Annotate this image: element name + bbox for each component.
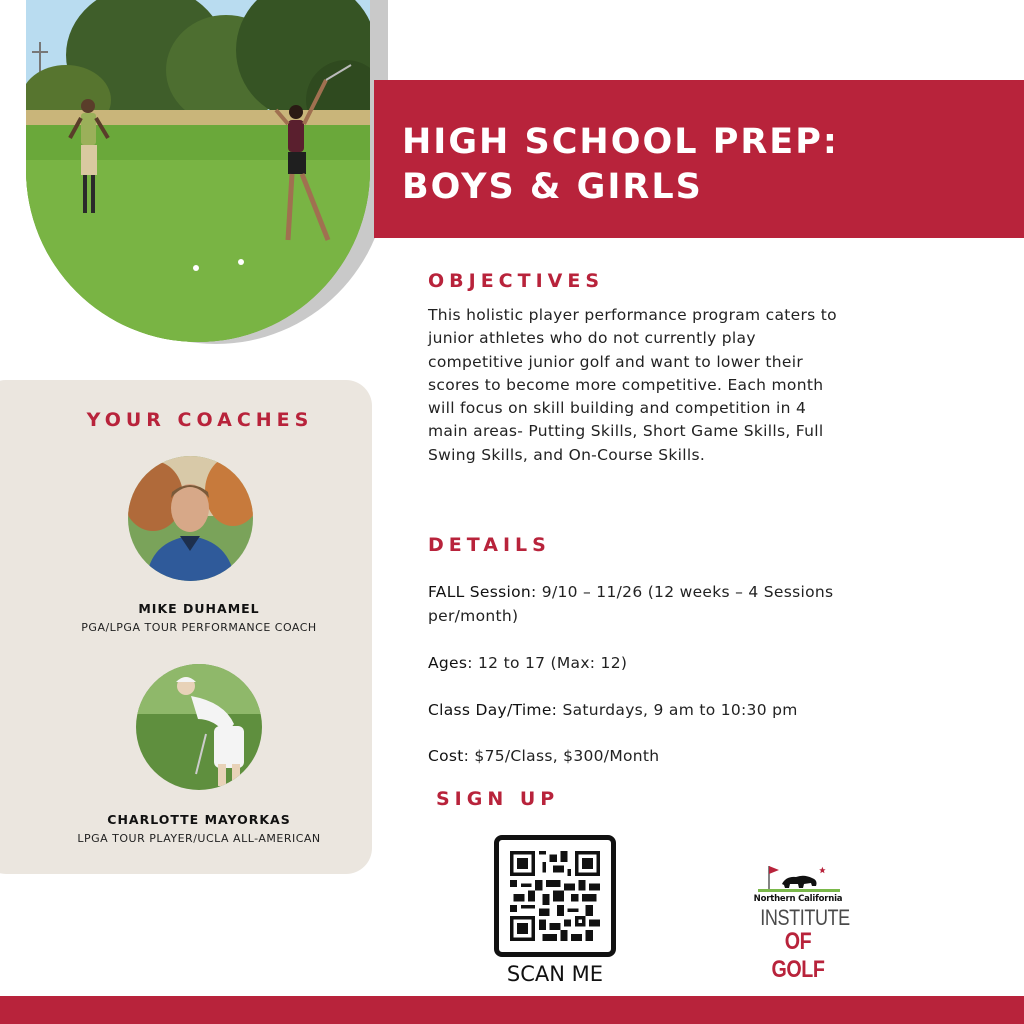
detail-class-time — [428, 698, 868, 722]
cost-label: Cost — [428, 747, 464, 765]
logo-line-2: INSTITUTE — [760, 905, 850, 930]
bear-flag-logo — [752, 862, 844, 894]
footer-bar — [0, 996, 1024, 1024]
page-title — [402, 120, 1002, 210]
objectives-heading: OBJECTIVES — [428, 270, 605, 292]
qr-code-icon — [510, 851, 600, 941]
class-value: Saturdays, 9 am to 10:30 pm — [562, 701, 798, 719]
logo-line-3: OF GOLF — [771, 928, 825, 983]
signup-heading: SIGN UP — [436, 788, 560, 810]
qr-code[interactable] — [494, 835, 616, 957]
coach-role-charlotte: LPGA TOUR PLAYER/UCLA ALL-AMERICAN — [77, 832, 321, 845]
ages-value: : 12 to 17 (Max: 12) — [467, 654, 628, 672]
institute-logo — [752, 862, 850, 983]
logo-line-1: Northern California — [753, 894, 843, 904]
coach-role-mike: PGA/LPGA TOUR PERFORMANCE COACH — [81, 621, 317, 634]
details-heading: DETAILS — [428, 534, 551, 556]
hero-golfers-photo — [26, 0, 370, 342]
coach-photo-mike — [128, 456, 253, 581]
scan-me-label: SCAN ME — [506, 962, 604, 986]
title-line-1: HIGH SCHOOL PREP: — [402, 122, 839, 162]
session-value: 9/10 – 11/26 (12 weeks – 4 Sessions per/month) — [428, 583, 834, 625]
detail-cost — [428, 744, 868, 768]
coaches-heading: YOUR COACHES — [86, 409, 314, 431]
detail-ages — [428, 651, 868, 675]
coach-name-mike: MIKE DUHAMEL — [138, 601, 260, 616]
class-label: Class Day/Time: — [428, 701, 558, 719]
detail-session — [428, 580, 838, 628]
coach-name-charlotte: CHARLOTTE MAYORKAS — [107, 812, 291, 827]
title-line-2: BOYS & GIRLS — [402, 167, 703, 207]
session-label: FALL Session: — [428, 583, 537, 601]
cost-value: : $75/Class, $300/Month — [463, 747, 660, 765]
coach-photo-charlotte — [136, 664, 262, 790]
objectives-body: This holistic player performance program caters to junior athletes who do not currently play competitive junior golf and want to lower their scores to become more competitive. Each month will focus on skill building and competition in 4 main areas- Putting Skills, Short Game Skills, Full Swing Skills, and On-Course Skills. — [428, 306, 837, 464]
ages-label: Ages — [428, 654, 468, 672]
